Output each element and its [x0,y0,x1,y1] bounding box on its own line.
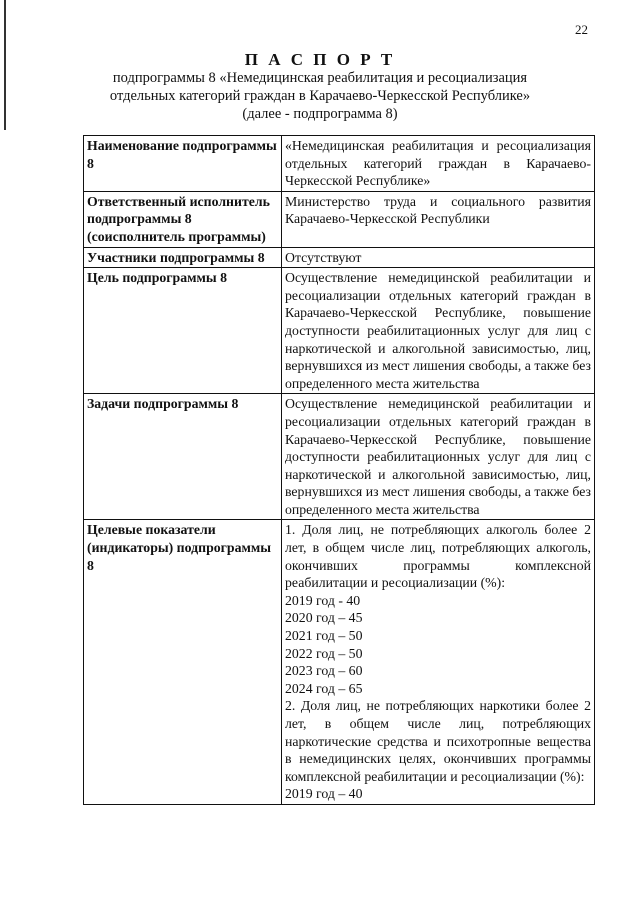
row-value-executor: Министерство труда и социального развития Карачаево-Черкесской Республики [282,191,595,247]
row-value-goal: Осуществление немедицинской реабилитации и ресоциализации отдельных категорий граждан в Карачаево-Черкесской Республике, повышение доступности реабилитационных услуг для лиц с наркотической и алкогольной зависимостью, лиц, вернувшихся из мест лишения свободы, а также без определенного места жительства [282,268,595,394]
passport-table [83,135,595,805]
indicator-1-text: 1. Доля лиц, не потребляющих алкоголь более 2 лет, в общем числе лиц, потребляющих алкоголь, окончивших программы комплексной реабилитации и ресоциализации (%): [285,522,591,591]
indicator-1-year-2021: 2021 год – 50 [285,628,363,644]
row-label-participants: Участники подпрограммы 8 [84,247,282,268]
indicator-1-year-2022: 2022 год – 50 [285,645,363,661]
row-value-tasks: Осуществление немедицинской реабилитации и ресоциализации отдельных категорий граждан в Карачаево-Черкесской Республике, повышение доступности реабилитационных услуг для лиц с наркотической и алкогольной зависимостью, лиц, вернувшихся из мест лишения свободы, а также без определенного места жительства [282,394,595,520]
row-label-indicators: Целевые показатели (индикаторы) подпрограммы 8 [84,520,282,805]
document-title: П А С П О Р Т [244,50,396,69]
indicator-1-year-2024: 2024 год – 65 [285,680,363,696]
row-value-participants: Отсутствуют [282,247,595,268]
table-row [84,247,595,268]
row-label-tasks: Задачи подпрограммы 8 [84,394,282,520]
subtitle-line: отдельных категорий граждан в Карачаево-Черкесской Республике» [109,88,531,104]
indicator-1-year-2019: 2019 год - 40 [285,592,361,608]
indicator-1-year-2023: 2023 год – 60 [285,663,363,679]
row-value-indicators [282,520,595,805]
indicator-2-year-2019: 2019 год – 40 [285,786,363,802]
subtitle-line: (далее - подпрограмма 8) [242,106,398,122]
table-row [84,268,595,394]
subtitle-line: подпрограммы 8 «Немедицинская реабилитация и ресоциализация [112,70,528,86]
indicator-2-text: 2. Доля лиц, не потребляющих наркотики более 2 лет, в общем числе лиц, потребляющих наркотические средства и психотропные вещества в немедицинских целях, окончивших программы комплексной реабилитации и ресоциализации (%): [285,698,591,784]
table-row [84,191,595,247]
row-label-executor: Ответственный исполнитель подпрограммы 8 (соисполнитель программы) [84,191,282,247]
row-value-name: «Немедицинская реабилитация и ресоциализация отдельных категорий граждан в Карачаево-Черкесской Республике» [282,136,595,192]
page-number: 22 [575,22,588,37]
table-row [84,520,595,805]
row-label-goal: Цель подпрограммы 8 [84,268,282,394]
table-row [84,394,595,520]
indicator-1-year-2020: 2020 год – 45 [285,610,363,626]
row-label-name: Наименование подпрограммы 8 [84,136,282,192]
table-row [84,136,595,192]
